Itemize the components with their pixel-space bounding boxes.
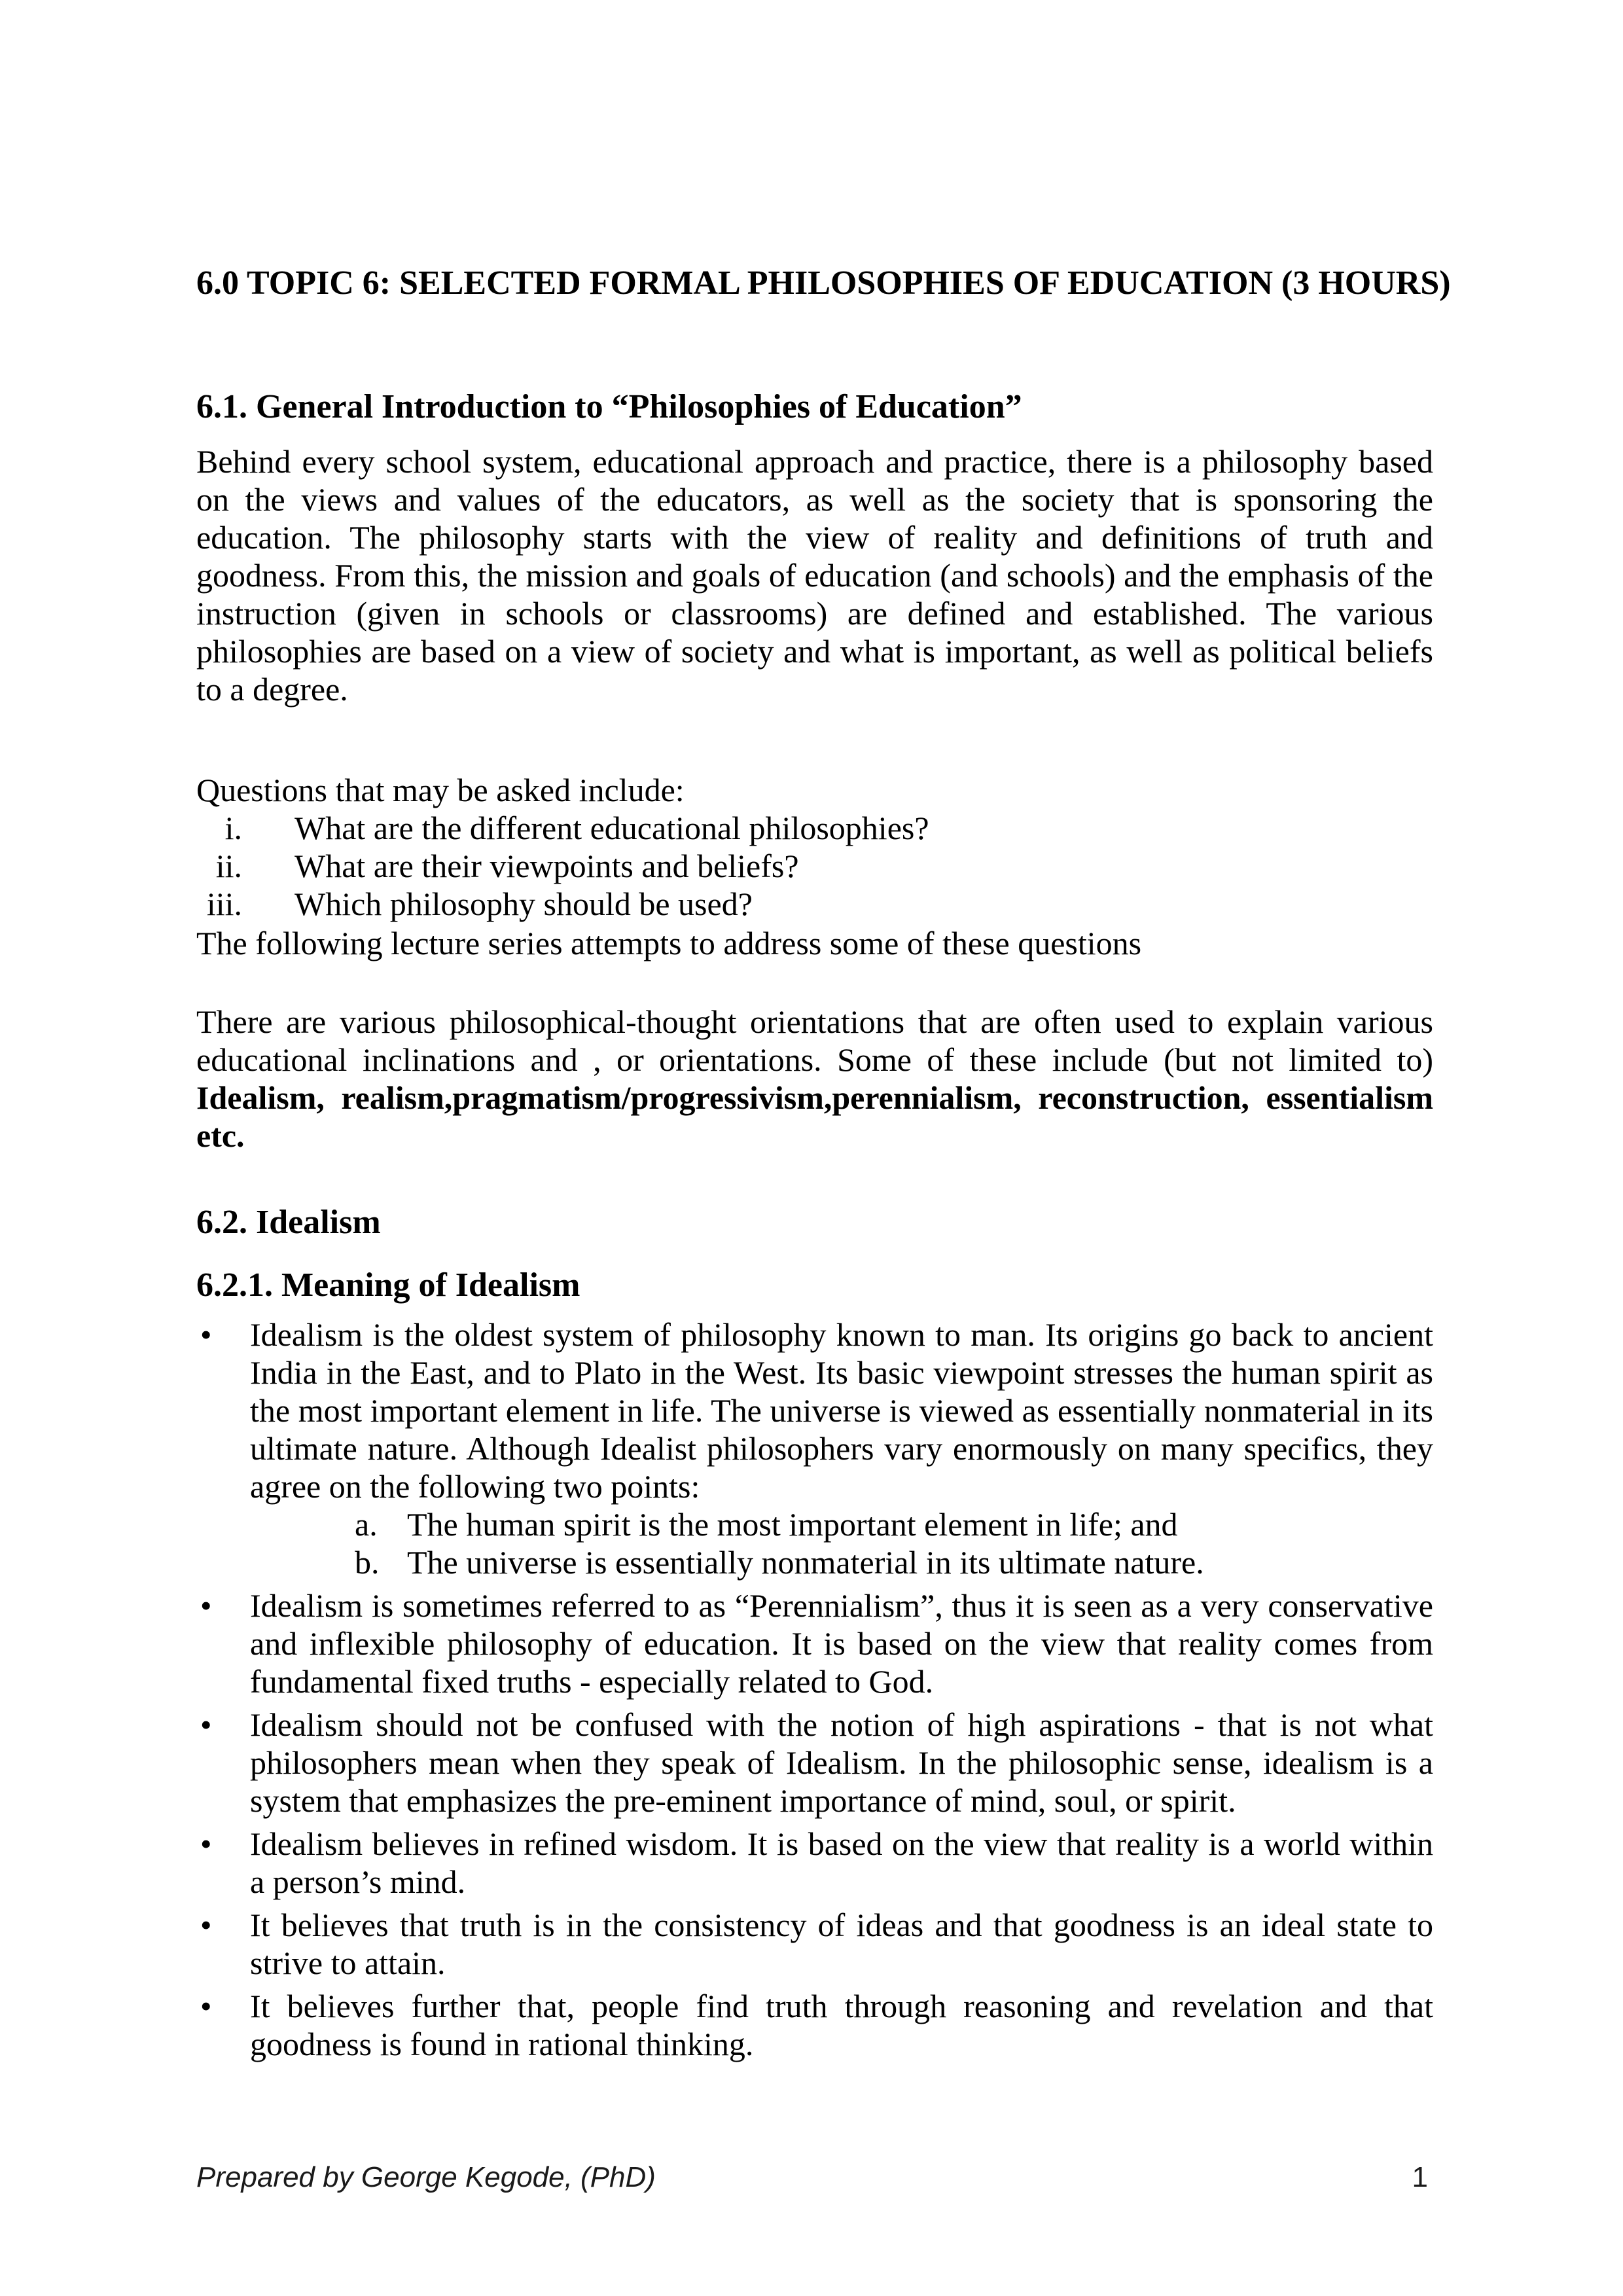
list-item-text: What are the different educational philosophies? — [294, 810, 929, 846]
list-item-text: Which philosophy should be used? — [294, 886, 753, 922]
bullet-icon: • — [200, 1706, 212, 1743]
sub-list-item — [250, 1505, 1433, 1543]
bullet-icon: • — [200, 1907, 212, 1943]
orientations-paragraph — [196, 1003, 1433, 1155]
footer-page-number: 1 — [1412, 2161, 1428, 2193]
sub-list-item-text: The universe is essentially nonmaterial in its ultimate nature. — [407, 1544, 1204, 1581]
sub-list-item — [250, 1543, 1433, 1581]
sub-list-item-marker: a. — [355, 1506, 378, 1543]
orientations-paragraph-normal: There are various philosophical-thought orientations that are often used to explain various educational inclinations and , or orientations. Some of these include (but not limited to) — [196, 1003, 1433, 1078]
bullet-icon: • — [200, 1316, 212, 1353]
list-item — [196, 1706, 1433, 1820]
bullet-icon: • — [200, 1825, 212, 1862]
bullet-text: Idealism should not be confused with the notion of high aspirations - that is not what philosophers mean when they speak of Idealism. In the philosophic sense, idealism is a system that emphasizes the pre-eminent importance of mind, soul, or spirit. — [250, 1706, 1433, 1819]
list-item — [196, 1906, 1433, 1982]
bullet-text: It believes that truth is in the consistency of ideas and that goodness is an ideal state to strive to attain. — [250, 1907, 1433, 1981]
document-content — [196, 0, 1451, 2068]
page-footer — [196, 2161, 1433, 2194]
list-item-text: What are their viewpoints and beliefs? — [294, 848, 799, 884]
sub-list — [250, 1505, 1433, 1581]
questions-outro: The following lecture series attempts to address some of these questions — [196, 925, 1142, 961]
list-item — [196, 1316, 1433, 1581]
document-title: 6.0 TOPIC 6: SELECTED FORMAL PHILOSOPHIES OF EDUCATION (3 HOURS) — [196, 264, 1451, 302]
list-item — [196, 809, 1433, 847]
list-item — [196, 847, 1433, 885]
list-item-marker: ii. — [215, 848, 242, 884]
list-item-marker: i. — [224, 810, 242, 846]
list-item — [196, 885, 1433, 923]
bullet-text: It believes further that, people find truth through reasoning and revelation and that goodness is found in rational thinking. — [250, 1988, 1433, 2062]
bullet-icon: • — [200, 1988, 212, 2024]
section-6-2-1-heading: 6.2.1. Meaning of Idealism — [196, 1266, 580, 1304]
questions-list — [196, 809, 1433, 923]
bullet-text: Idealism believes in refined wisdom. It is based on the view that reality is a world within a person’s mind. — [250, 1825, 1433, 1900]
sub-list-item-marker: b. — [355, 1544, 380, 1581]
questions-intro: Questions that may be asked include: — [196, 772, 685, 808]
section-6-1-heading: 6.1. General Introduction to “Philosophies of Education” — [196, 388, 1022, 425]
bullet-icon: • — [200, 1587, 212, 1624]
sub-list-item-text: The human spirit is the most important element in life; and — [407, 1506, 1178, 1543]
section-6-2-heading: 6.2. Idealism — [196, 1204, 381, 1241]
list-item — [196, 1825, 1433, 1901]
bullet-text: Idealism is the oldest system of philosophy known to man. Its origins go back to ancient India in the East, and to Plato in the West. Its basic viewpoint stresses the human spirit as the most important element in life. The universe is viewed as essentially nonmaterial in its ultimate nature. Although Idealist philosophers vary enormously on many specifics, they agree on the following two points: — [250, 1316, 1433, 1505]
idealism-bullet-list — [196, 1316, 1433, 2063]
footer-prepared-by: Prepared by George Kegode, (PhD) — [196, 2161, 656, 2193]
orientations-paragraph-bold: Idealism, realism,pragmatism/progressivism,perennialism, reconstruction, essentialism etc. — [196, 1079, 1433, 1154]
list-item — [196, 1987, 1433, 2063]
list-item-marker: iii. — [206, 886, 242, 922]
section-6-1-intro-paragraph: Behind every school system, educational approach and practice, there is a philosophy based on the views and values of the educators, as well as the society that is sponsoring the education. The philosophy starts with the view of reality and definitions of truth and goodness. From this, the mission and goals of education (and schools) and the emphasis of the instruction (given in schools or classrooms) are defined and established. The various philosophies are based on a view of society and what is important, as well as political beliefs to a degree. — [196, 443, 1433, 708]
bullet-text: Idealism is sometimes referred to as “Perennialism”, thus it is seen as a very conservative and inflexible philosophy of education. It is based on the view that reality comes from fundamental fixed truths - especially related to God. — [250, 1587, 1433, 1700]
list-item — [196, 1587, 1433, 1700]
bullet-body — [220, 1316, 1433, 1581]
